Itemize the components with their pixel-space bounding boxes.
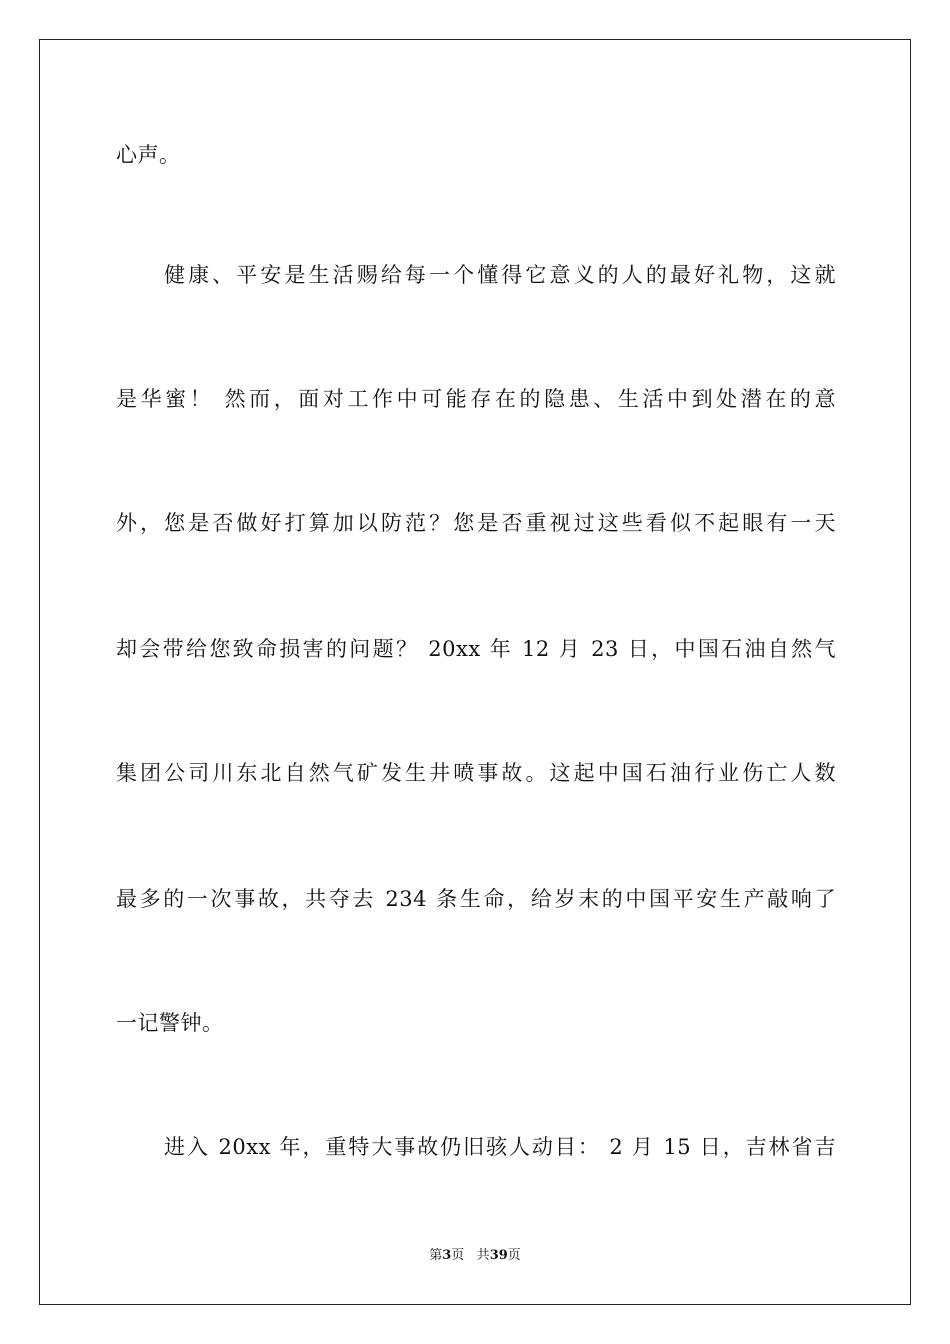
text-line-3: 是华蜜！ 然而，面对工作中可能存在的隐患、生活中到处潜在的意	[116, 387, 836, 411]
footer-total-suffix: 页	[507, 1248, 521, 1263]
footer-total-prefix: 共	[476, 1248, 490, 1263]
text-line-5: 却会带给您致命损害的问题？ 20xx 年 12 月 23 日，中国石油自然气	[116, 637, 836, 661]
footer-page-prefix: 第	[429, 1248, 443, 1263]
footer-total-pages: 39	[489, 1248, 508, 1263]
footer-page-suffix: 页	[451, 1248, 465, 1263]
text-line-8: 一记警钟。	[116, 1011, 224, 1035]
page-footer	[0, 1246, 950, 1266]
text-line-7: 最多的一次事故，共夺去 234 条生命，给岁末的中国平安生产敲响了	[116, 887, 836, 911]
page-border	[39, 39, 911, 1305]
text-line-1: 心声。	[116, 143, 181, 167]
text-line-6: 集团公司川东北自然气矿发生井喷事故。这起中国石油行业伤亡人数	[116, 761, 836, 785]
paragraph-start-line-2: 进入 20xx 年，重特大事故仍旧骇人动目： 2 月 15 日，吉林省吉	[164, 1135, 836, 1159]
text-line-4: 外，您是否做好打算加以防范？您是否重视过这些看似不起眼有一天	[116, 511, 836, 535]
paragraph-start-line: 健康、平安是生活赐给每一个懂得它意义的人的最好礼物，这就	[164, 263, 836, 287]
footer-page-number: 3	[442, 1248, 452, 1263]
